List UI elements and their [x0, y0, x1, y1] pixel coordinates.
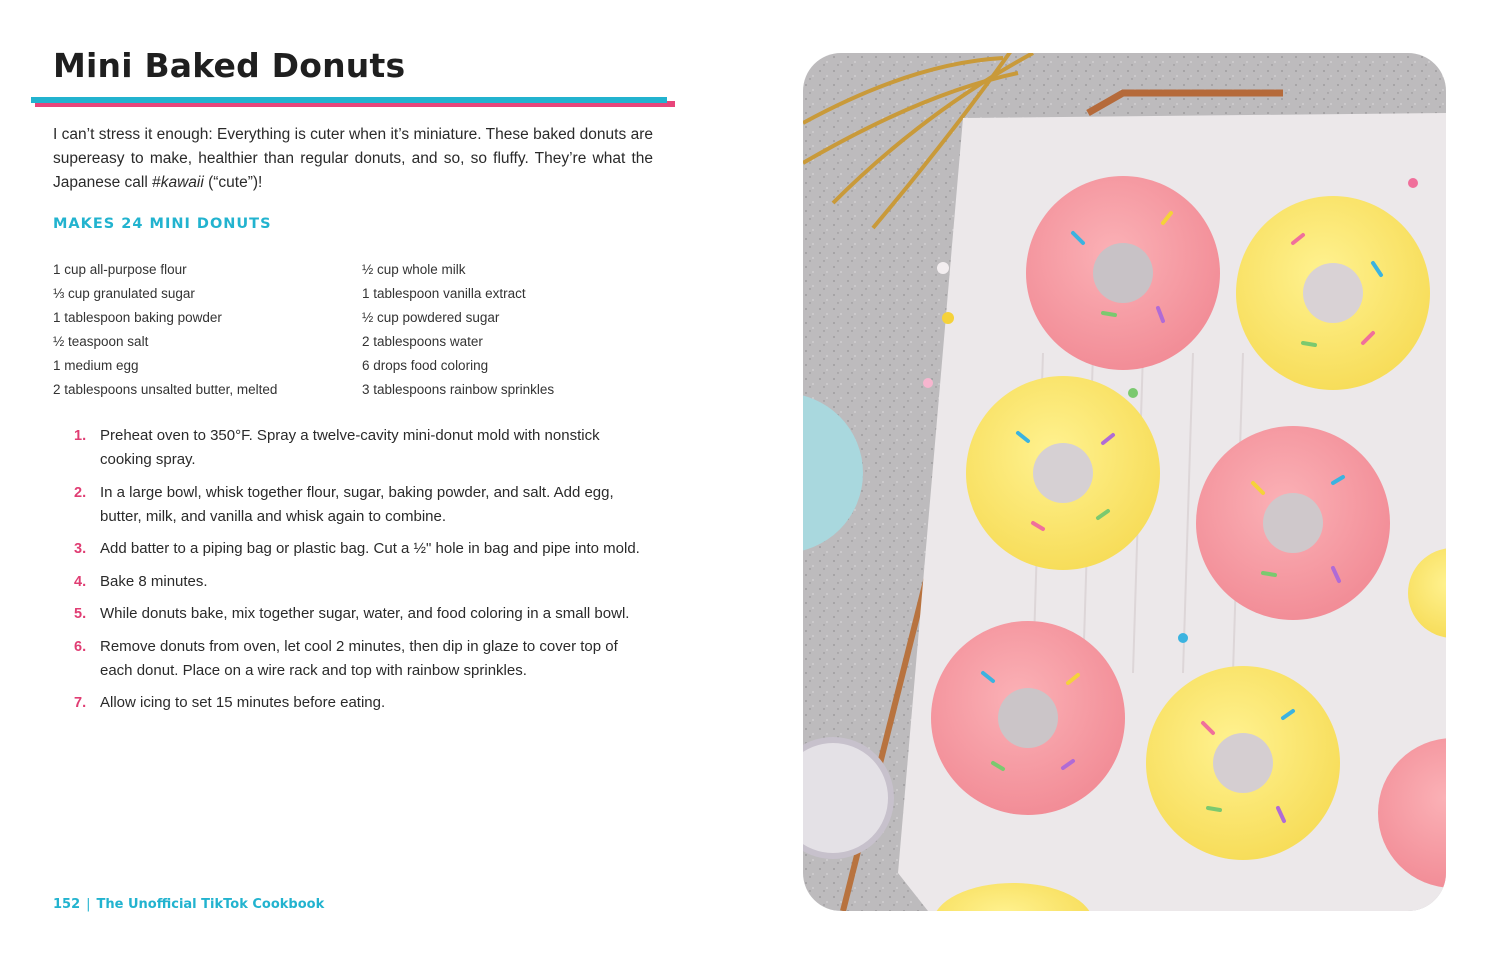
step-number: 7.	[74, 695, 87, 711]
step-text: Bake 8 minutes.	[100, 572, 208, 590]
ingredients-list-left	[53, 258, 277, 402]
instruction-step	[53, 537, 653, 561]
step-text: In a large bowl, whisk together flour, sugar, baking powder, and salt. Add egg, butter, milk, and vanilla and whisk again to combine.	[100, 483, 614, 525]
instruction-step	[53, 602, 653, 626]
step-number: 1.	[74, 428, 87, 444]
donut-yellow-2	[966, 376, 1160, 570]
intro-emphasis: kawaii	[160, 174, 204, 191]
step-text: Remove donuts from oven, let cool 2 minutes, then dip in glaze to cover top of each donut. Place on a wire rack and top with rainbow sprinkles.	[100, 637, 618, 679]
ingredient-item: ⅓ cup granulated sugar	[53, 286, 195, 301]
ingredient-item: 3 tablespoons rainbow sprinkles	[362, 382, 555, 397]
instructions-list	[53, 424, 653, 724]
ingredient-item: 6 drops food coloring	[362, 358, 489, 373]
instruction-step	[53, 424, 653, 472]
instruction-step	[53, 481, 653, 529]
recipe-yield: MAKES 24 MINI DONUTS	[53, 216, 272, 232]
page-footer	[53, 897, 324, 912]
ingredient-item: ½ cup whole milk	[362, 262, 466, 277]
title-underline-cyan	[31, 97, 667, 103]
step-number: 4.	[74, 573, 87, 590]
donut-photo	[803, 53, 1446, 911]
recipe-title: Mini Baked Donuts	[53, 46, 406, 85]
step-text: Add batter to a piping bag or plastic bag. Cut a ½" hole in bag and pipe into mold.	[100, 540, 640, 557]
intro-paragraph	[53, 123, 653, 195]
ingredient-item: 1 cup all-purpose flour	[53, 262, 187, 277]
instruction-step	[53, 635, 653, 683]
ingredient-item: 1 medium egg	[53, 358, 139, 373]
ingredient-item: 1 tablespoon baking powder	[53, 310, 222, 325]
step-text: Preheat oven to 350°F. Spray a twelve-cavity mini-donut mold with nonstick cooking spray.	[100, 427, 600, 468]
donut-yellow-3	[1146, 666, 1340, 860]
intro-text-before: I can’t stress it enough: Everything is cuter when it’s miniature. These baked donuts are supereasy to make, healthier than regular donuts, and so, so fluffy. They’re what the Japanese call #	[53, 126, 653, 191]
ingredient-item: 1 tablespoon vanilla extract	[362, 286, 526, 301]
donut-yellow-1	[1236, 196, 1430, 390]
donut-photo-illustration	[803, 53, 1446, 911]
intro-text-after: (“cute”)!	[203, 174, 263, 191]
step-number: 6.	[74, 638, 87, 655]
ingredient-item: ½ teaspoon salt	[53, 334, 149, 349]
step-number: 5.	[74, 606, 87, 622]
sugar-dish	[803, 740, 891, 856]
page-number: 152	[53, 897, 81, 912]
step-number: 2.	[74, 484, 87, 501]
step-number: 3.	[74, 541, 87, 557]
donut-pink-1	[1026, 176, 1220, 370]
donut-pink-3	[931, 621, 1125, 815]
step-text: While donuts bake, mix together sugar, water, and food coloring in a small bowl.	[100, 605, 630, 622]
ingredient-item: 2 tablespoons unsalted butter, melted	[53, 382, 278, 397]
step-text: Allow icing to set 15 minutes before eating.	[100, 694, 386, 711]
footer-separator: |	[86, 897, 91, 912]
book-title: The Unofficial TikTok Cookbook	[96, 897, 325, 912]
ingredient-item: ½ cup powdered sugar	[362, 310, 500, 325]
instruction-step	[53, 691, 653, 715]
instruction-step	[53, 570, 653, 594]
ingredient-item: 2 tablespoons water	[362, 334, 483, 349]
donut-pink-2	[1196, 426, 1390, 620]
ingredients-list-right	[362, 258, 554, 402]
